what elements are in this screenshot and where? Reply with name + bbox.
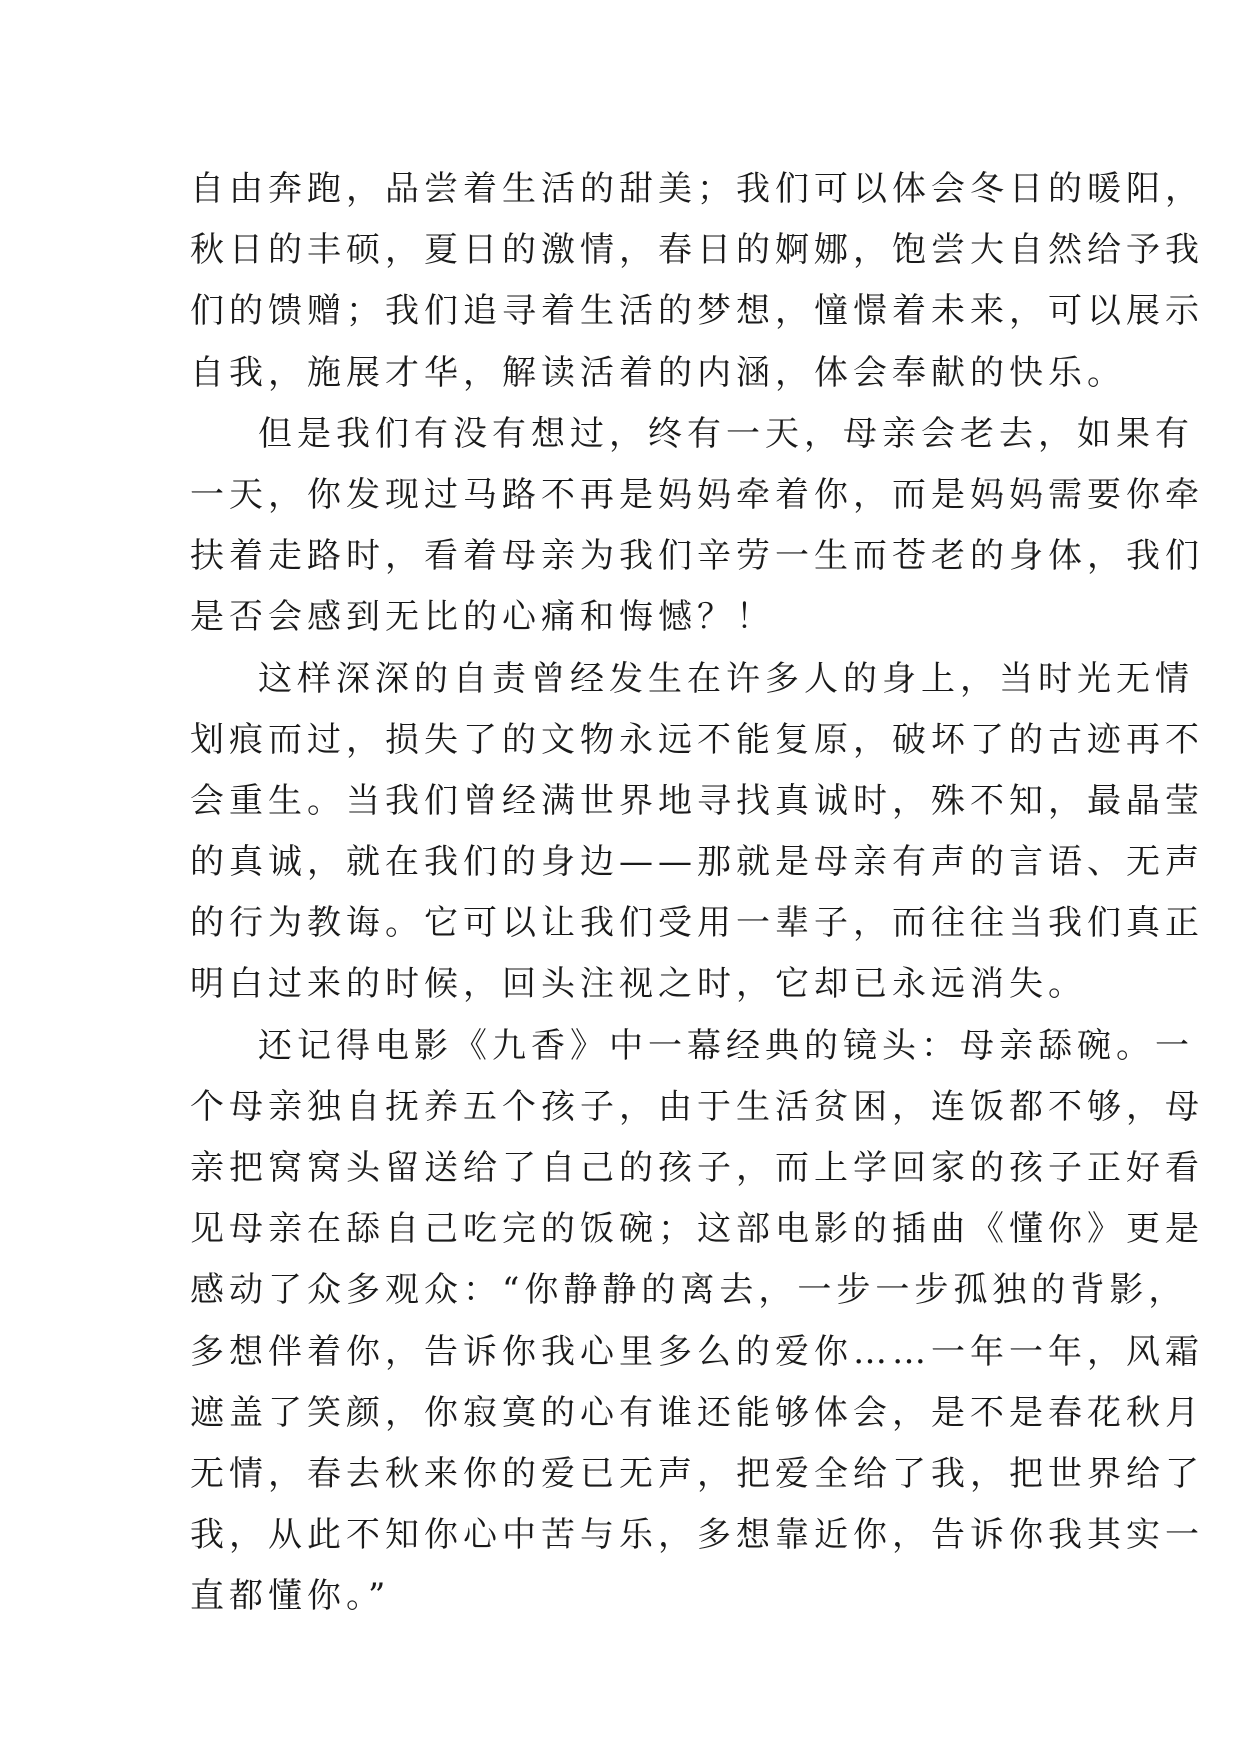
- paragraph: [190, 404, 1204, 649]
- text-line: 是否会感到无比的心痛和悔憾？！: [190, 597, 775, 638]
- text-line: 直都懂你。”: [190, 1576, 391, 1617]
- text-line: 但是我们有没有想过，终有一天，母亲会老去，如果有: [258, 413, 1194, 454]
- text-line: 的行为教诲。它可以让我们受用一辈子，而往往当我们真正: [190, 903, 1204, 944]
- text-line: 这样深深的自责曾经发生在许多人的身上，当时光无情: [258, 658, 1194, 699]
- text-line: 还记得电影《九香》中一幕经典的镜头：母亲舔碗。一: [258, 1025, 1194, 1066]
- text-line: 自我，施展才华，解读活着的内涵，体会奉献的快乐。: [190, 352, 1126, 393]
- text-line: 划痕而过，损失了的文物永远不能复原，破坏了的古迹再不: [190, 719, 1204, 760]
- text-line: 的真诚，就在我们的身边——那就是母亲有声的言语、无声: [190, 842, 1204, 883]
- text-line: 会重生。当我们曾经满世界地寻找真诚时，殊不知，最晶莹: [190, 780, 1204, 821]
- text-line: 我，从此不知你心中苦与乐，多想靠近你，告诉你我其实一: [190, 1515, 1204, 1556]
- text-line: 扶着走路时，看着母亲为我们辛劳一生而苍老的身体，我们: [190, 536, 1204, 577]
- text-line: 见母亲在舔自己吃完的饭碗；这部电影的插曲《懂你》更是: [190, 1209, 1204, 1250]
- text-line: 亲把窝窝头留送给了自己的孩子，而上学回家的孩子正好看: [190, 1148, 1204, 1188]
- paragraph: [190, 649, 1204, 1016]
- text-line: 明白过来的时候，回头注视之时，它却已永远消失。: [190, 964, 1087, 1005]
- text-line: 自由奔跑，品尝着生活的甜美；我们可以体会冬日的暖阳，: [190, 169, 1204, 209]
- text-line: 秋日的丰硕，夏日的激情，春日的婀娜，饱尝大自然给予我: [190, 230, 1204, 271]
- text-line: 一天，你发现过马路不再是妈妈牵着你，而是妈妈需要你牵: [190, 474, 1204, 515]
- paragraph: [190, 1016, 1204, 1628]
- text-line: 感动了众多观众：“你静静的离去，一步一步孤独的背影，: [190, 1270, 1188, 1311]
- text-line: 们的馈赠；我们追寻着生活的梦想，憧憬着未来，可以展示: [190, 291, 1204, 332]
- body-text: [190, 159, 1204, 1628]
- text-line: 遮盖了笑颜，你寂寞的心有谁还能够体会，是不是春花秋月: [190, 1392, 1204, 1433]
- paragraph: [190, 159, 1204, 404]
- text-line: 无情，春去秋来你的爱已无声，把爱全给了我，把世界给了: [190, 1453, 1204, 1494]
- text-line: 多想伴着你，告诉你我心里多么的爱你……一年一年，风霜: [190, 1331, 1204, 1372]
- text-line: 个母亲独自抚养五个孩子，由于生活贫困，连饭都不够，母: [190, 1086, 1204, 1127]
